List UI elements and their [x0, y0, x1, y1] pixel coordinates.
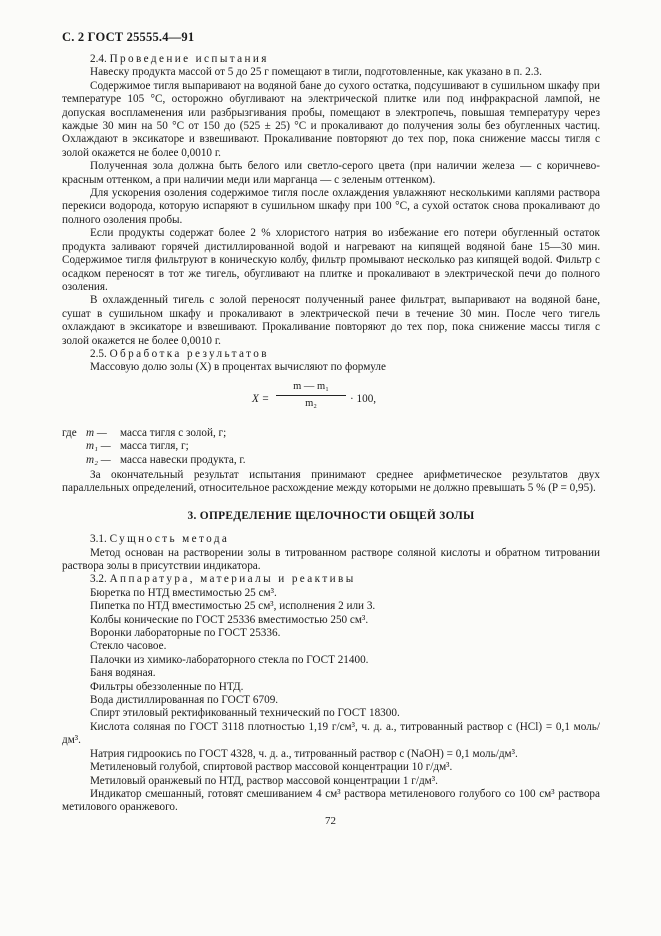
paragraph: В охлажденный тигель с золой переносят полученный ранее фильтрат, выпаривают на водяной бане, сушат в сушильном шкафу и прокаливают в электрической печи в течение 30 мин. После чего тигель охлаждают в эксикаторе и взвешивают. Прокаливание повторяют до тех пор, пока снижение массы тигля с золой окажется не более 0,0010 г. [62, 294, 600, 347]
section-2-4-heading: 2.4. Проведение испытания [90, 53, 269, 65]
list-item: Палочки из химико-лабораторного стекла по ГОСТ 21400. [90, 653, 369, 666]
list-item: Воронки лабораторные по ГОСТ 25336. [90, 627, 281, 640]
paragraph: Содержимое тигля выпаривают на водяной бане до сухого остатка, подсушивают в сушильном шкафу при температуре 105 °С, осторожно обугливают на электрической плитке или под инфракрасной лампой, не допуская воспламенения или разбрызгивания пробы, помещают в электропечь, повышая температуру через каждые 30 мин на 50 °С от 150 до (525 ± 25) °С и прокаливают до получения золы без обугленных частиц. Охлаждают в эксикаторе и взвешивают. Прокаливание повторяют до тех пор, пока снижение массы тигля с золой окажется не более 0,0010 г. [62, 79, 600, 159]
ash-formula [62, 381, 600, 421]
document-body [62, 53, 600, 815]
formula-denominator: m₂ [305, 397, 317, 409]
formula-lhs: X = [252, 392, 270, 405]
list-item: Метиловый оранжевый по НТД, раствор массовой концентрации 1 г/дм³. [90, 774, 438, 787]
section-3-title: 3. ОПРЕДЕЛЕНИЕ ЩЕЛОЧНОСТИ ОБЩЕЙ ЗОЛЫ [187, 509, 475, 522]
list-item: Метиленовый голубой, спиртовой раствор массовой концентрации 10 г/дм³. [90, 761, 453, 774]
section-3-2-heading: 3.2. Аппаратура, материалы и реактивы [90, 573, 356, 586]
list-item: Пипетка по НТД вместимостью 25 см³, исполнения 2 или 3. [90, 600, 376, 613]
variable-definitions [62, 427, 600, 467]
list-item: Вода дистиллированная по ГОСТ 6709. [90, 694, 279, 707]
paragraph: Метод основан на растворении золы в титрованном растворе соляной кислоты и обратном титровании раствора золы в присутствии индикатора. [62, 546, 600, 572]
list-item: Натрия гидроокись по ГОСТ 4328, ч. д. а., титрованный раствор c (NaOH) = 0,1 моль/дм³. [90, 747, 518, 760]
list-item: Колбы конические по ГОСТ 25336 вместимостью 250 см³. [90, 613, 369, 626]
list-item: Фильтры обеззоленные по НТД. [90, 680, 244, 693]
paragraph: Если продукты содержат более 2 % хлористого натрия во избежание его потери обугленный остаток продукта заливают горячей дистиллированной водой и нагревают на кипящей водяной бане 15—30 мин. Содержимое тигля фильтруют в коническую колбу, фильтр промывают несколько раз кипящей водой. Фильтр с осадком переносят в тот же тигель, обугливают на плитке и прокаливают в электрической печи до полного озоления. [62, 227, 600, 293]
list-item: Спирт этиловый ректификованный технический по ГОСТ 18300. [90, 707, 400, 720]
fraction-bar [276, 395, 346, 396]
list-item: Индикатор смешанный, готовят смешиванием 4 см³ раствора метиленового голубого со 100 см³ раствора метилового оранжевого. [62, 787, 600, 814]
section-2-4-title: Проведение испытания [109, 53, 269, 65]
definition-row: где m — масса тигля с золой, г; [62, 426, 227, 439]
section-3-2-title: Аппаратура, материалы и реактивы [109, 573, 356, 586]
list-item: Кислота соляная по ГОСТ 3118 плотностью 1,19 г/см³, ч. д. а., титрованный раствор c (HCl) = 0,1 моль/дм³. [62, 720, 600, 747]
paragraph: Массовую долю золы (X) в процентах вычисляют по формуле [90, 361, 386, 374]
formula-rhs: · 100, [350, 392, 377, 405]
paragraph: Полученная зола должна быть белого или светло-серого цвета (при наличии железа — с коричнево-красным оттенком, а при наличии меди или марганца — с зеленым оттенком). [62, 160, 600, 186]
section-2-5-heading: 2.5. Обработка результатов [90, 347, 269, 360]
page-header: С. 2 ГОСТ 25555.4—91 [62, 30, 195, 44]
section-3-1-heading: 3.1. Сущность метода [90, 533, 230, 546]
list-item: Баня водяная. [90, 667, 156, 680]
section-2-5-title: Обработка результатов [109, 347, 269, 360]
formula-fraction [276, 381, 346, 410]
formula-numerator: m — m₁ [293, 380, 329, 392]
definition-row: m₂ — масса навески продукта, г. [86, 453, 246, 466]
list-item: Стекло часовое. [90, 640, 167, 653]
paragraph: За окончательный результат испытания принимают среднее арифметическое результатов двух параллельных определений, относительное расхождение между которыми не должно превышать 5 % (P = 0,95). [62, 468, 600, 495]
definition-row: m₁ — масса тигля, г; [86, 440, 189, 453]
list-item: Бюретка по НТД вместимостью 25 см³. [90, 586, 277, 599]
paragraph: Навеску продукта массой от 5 до 25 г помещают в тигли, подготовленные, как указано в п. 2.3. [90, 66, 542, 79]
section-3-1-title: Сущность метода [109, 533, 230, 546]
paragraph: Для ускорения озоления содержимое тигля после охлаждения увлажняют несколькими каплями раствора перекиси водорода, которую испаряют в сушильном шкафу при 100 °С, а сухой остаток снова прокаливают до полного озоления пробы. [62, 187, 600, 226]
page-number: 72 [325, 815, 336, 827]
